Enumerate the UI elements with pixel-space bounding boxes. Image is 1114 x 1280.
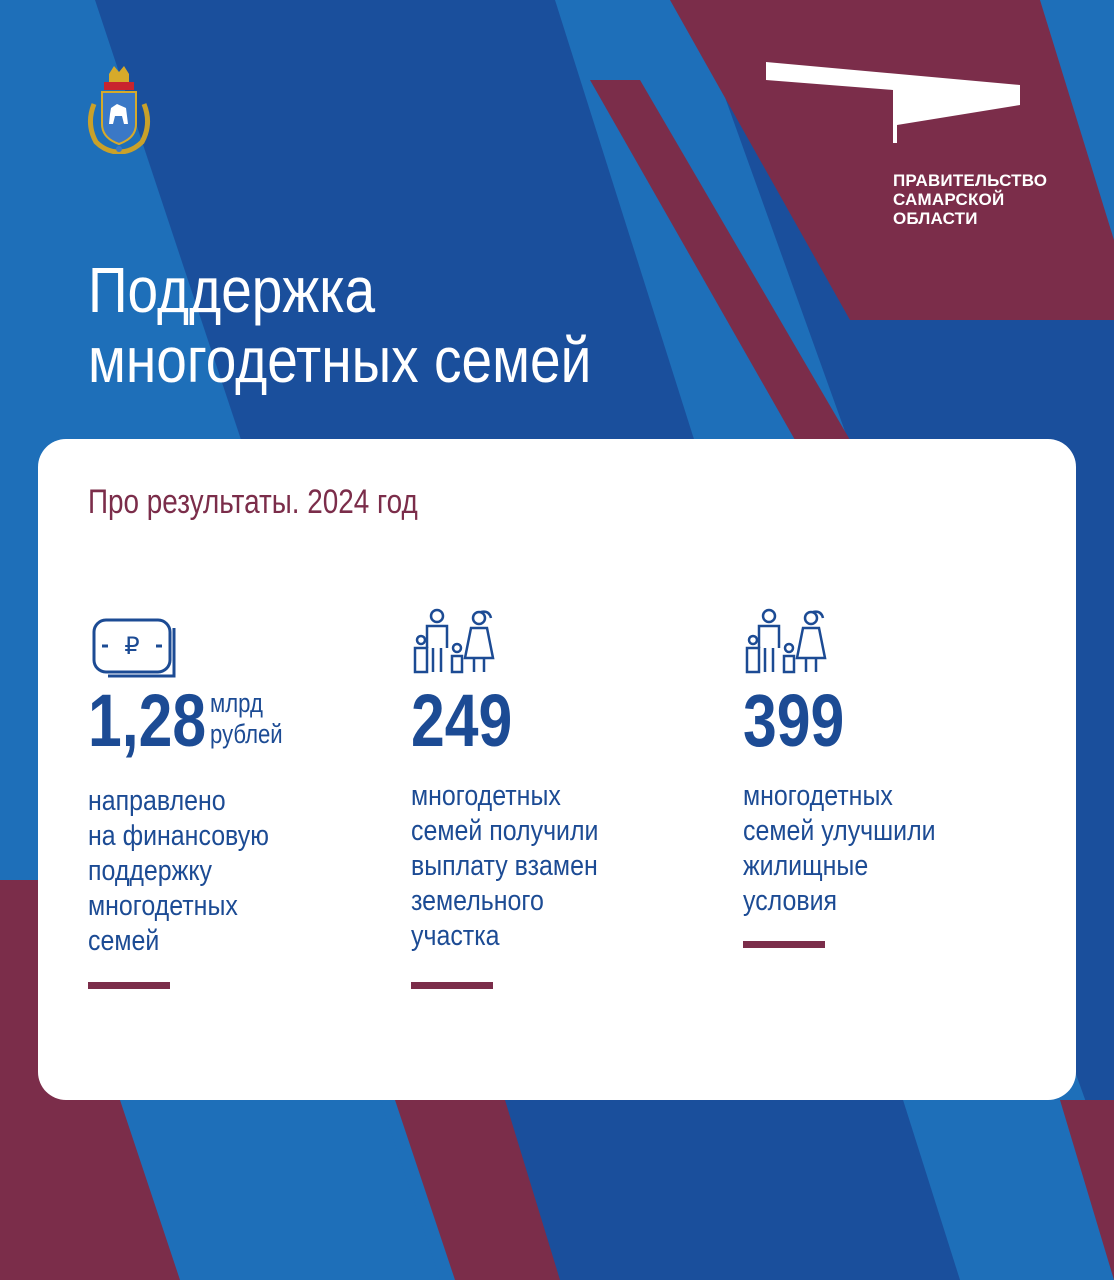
organization-name [893,171,1093,228]
stat-desc-line: поддержку [88,855,213,887]
stat-unit-line: млрд [210,688,263,718]
org-name-line: ПРАВИТЕЛЬСТВО [893,171,1048,190]
stat-desc-line: участка [411,920,500,952]
stat-number: 1,28 [88,679,207,762]
stat-description [88,784,269,959]
stat-desc-line: семей [88,925,160,957]
page-title [88,255,862,395]
stat-unit [210,688,283,750]
stat-desc-line: многодетных [88,890,238,922]
stat-number: 249 [411,679,513,762]
ruble-banknote-icon [92,616,182,686]
stat-unit-line: рублей [210,719,283,749]
card-subtitle: Про результаты. 2024 год [88,483,418,521]
stat-number: 399 [743,679,845,762]
family-icon [409,608,499,678]
stat-desc-line: условия [743,885,838,917]
stat-desc-line: выплату взамен [411,850,598,882]
stat-desc-line: многодетных [411,780,561,812]
stat-desc-line: многодетных [743,780,893,812]
stat-desc-line: семей получили [411,815,599,847]
org-name-line: ОБЛАСТИ [893,209,978,228]
stat-divider [88,982,170,989]
results-card [38,439,1076,1100]
government-logo-icon [760,58,1030,153]
svg-text:₽: ₽ [124,632,140,660]
stat-desc-line: семей улучшили [743,815,936,847]
stat-desc-line: жилищные [743,850,869,882]
stat-desc-line: направлено [88,785,226,817]
stat-desc-line: земельного [411,885,544,917]
title-line: Поддержка [88,254,376,326]
org-name-line: САМАРСКОЙ [893,190,1005,209]
samara-coat-of-arms-icon [84,64,154,154]
stat-description [411,779,598,954]
stat-divider [411,982,493,989]
stat-description [743,779,936,919]
stat-desc-line: на финансовую [88,820,269,852]
family-icon [741,608,831,678]
stat-divider [743,941,825,948]
title-line: многодетных семей [88,324,592,396]
